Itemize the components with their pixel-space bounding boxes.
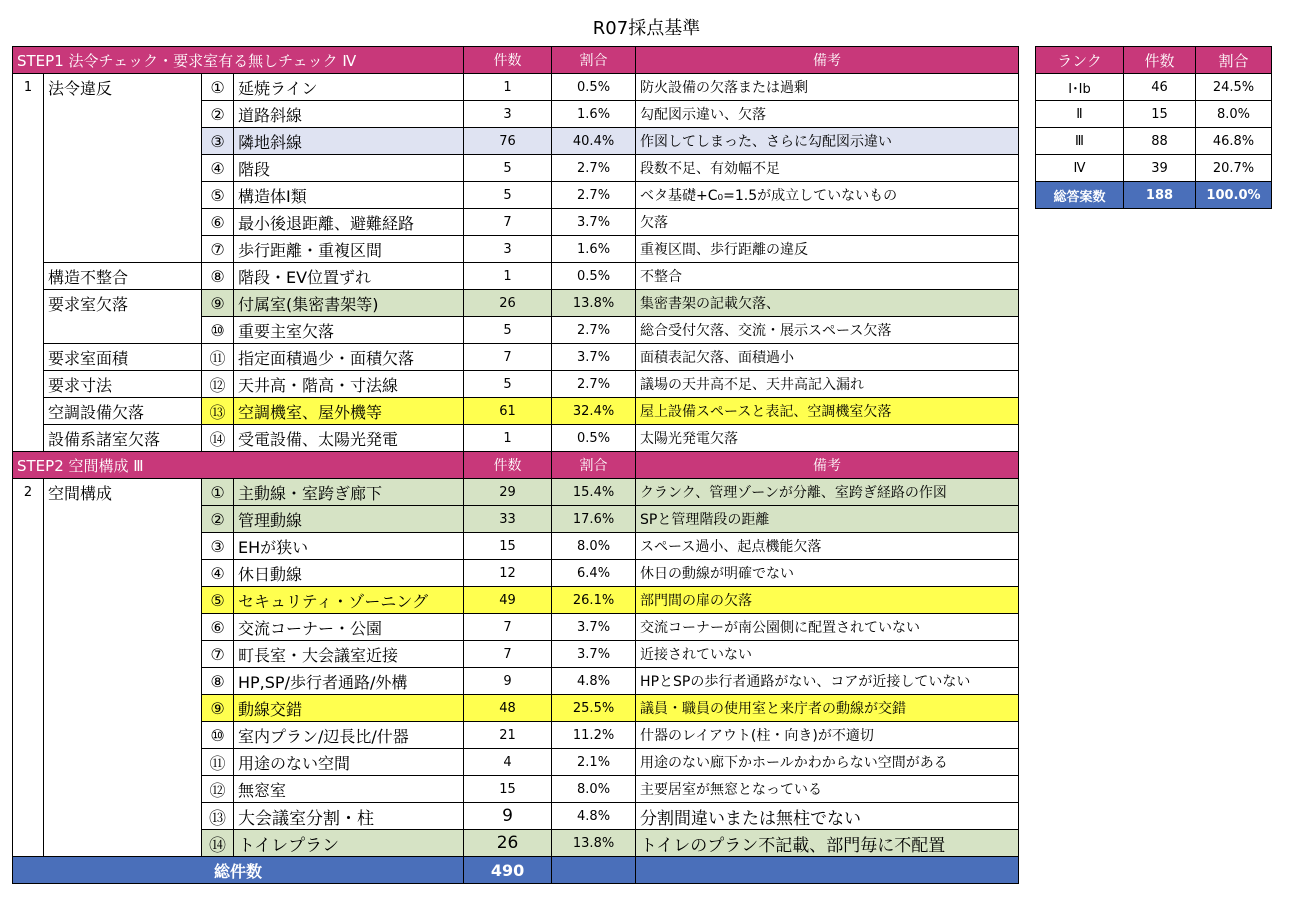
item-ratio: 0.5% xyxy=(552,263,636,290)
item-label: 構造体Ⅰ類 xyxy=(234,182,464,209)
item-number: ⑨ xyxy=(202,695,234,722)
row-number xyxy=(13,587,44,614)
item-number: ② xyxy=(202,506,234,533)
item-count: 48 xyxy=(464,695,552,722)
item-label: 交流コーナー・公園 xyxy=(234,614,464,641)
item-ratio: 26.1% xyxy=(552,587,636,614)
item-number: ⑪ xyxy=(202,344,234,371)
item-ratio: 8.0% xyxy=(552,533,636,560)
item-note: 交流コーナーが南公園側に配置されていない xyxy=(636,614,1019,641)
step1-title: STEP1 法令チェック・要求室有る無しチェック Ⅳ xyxy=(13,47,464,74)
row-number: 2 xyxy=(13,479,44,506)
item-note: 面積表記欠落、面積過小 xyxy=(636,344,1019,371)
item-note: 太陽光発電欠落 xyxy=(636,425,1019,452)
item-count: 5 xyxy=(464,182,552,209)
item-label: 階段・EV位置ずれ xyxy=(234,263,464,290)
item-label: トイレプラン xyxy=(234,830,464,857)
item-number: ⑧ xyxy=(202,263,234,290)
count-header: 件数 xyxy=(464,452,552,479)
item-label: 管理動線 xyxy=(234,506,464,533)
category-label xyxy=(44,587,202,614)
item-count: 61 xyxy=(464,398,552,425)
item-note: 議場の天井高不足、天井高記入漏れ xyxy=(636,371,1019,398)
item-label: 歩行距離・重複区間 xyxy=(234,236,464,263)
item-number: ④ xyxy=(202,155,234,182)
item-count: 1 xyxy=(464,425,552,452)
item-number: ⑨ xyxy=(202,290,234,317)
item-count: 3 xyxy=(464,101,552,128)
item-ratio: 2.7% xyxy=(552,182,636,209)
row-number xyxy=(13,533,44,560)
item-ratio: 1.6% xyxy=(552,101,636,128)
item-ratio: 4.8% xyxy=(552,668,636,695)
table-row xyxy=(13,830,1019,857)
row-number xyxy=(13,263,44,290)
scoring-table xyxy=(12,46,1019,884)
item-label: 道路斜線 xyxy=(234,101,464,128)
rank-total-count: 188 xyxy=(1124,182,1196,209)
item-label: HP,SP/歩行者通路/外構 xyxy=(234,668,464,695)
row-number xyxy=(13,317,44,344)
category-label: 空間構成 xyxy=(44,479,202,506)
item-number: ⑩ xyxy=(202,317,234,344)
category-label xyxy=(44,695,202,722)
category-label xyxy=(44,209,202,236)
item-ratio: 2.7% xyxy=(552,155,636,182)
rank-count: 46 xyxy=(1124,74,1196,101)
rank-header-cell: 件数 xyxy=(1124,47,1196,74)
category-label: 要求寸法 xyxy=(44,371,202,398)
rank-row xyxy=(1036,101,1272,128)
row-number xyxy=(13,209,44,236)
rank-row xyxy=(1036,74,1272,101)
item-count: 7 xyxy=(464,614,552,641)
item-note: HPとSPの歩行者通路がない、コアが近接していない xyxy=(636,668,1019,695)
rank-row xyxy=(1036,155,1272,182)
table-row xyxy=(13,263,1019,290)
item-number: ① xyxy=(202,479,234,506)
item-label: セキュリティ・ゾーニング xyxy=(234,587,464,614)
item-count: 5 xyxy=(464,317,552,344)
rank-count: 88 xyxy=(1124,128,1196,155)
table-row xyxy=(13,371,1019,398)
row-number xyxy=(13,371,44,398)
item-label: 用途のない空間 xyxy=(234,749,464,776)
rank-ratio: 20.7% xyxy=(1196,155,1272,182)
item-number: ⑩ xyxy=(202,722,234,749)
item-note: 勾配図示違い、欠落 xyxy=(636,101,1019,128)
item-number: ⑥ xyxy=(202,614,234,641)
category-label xyxy=(44,668,202,695)
row-number: 1 xyxy=(13,74,44,101)
category-label: 設備系諸室欠落 xyxy=(44,425,202,452)
row-number xyxy=(13,560,44,587)
item-number: ⑬ xyxy=(202,803,234,830)
item-count: 7 xyxy=(464,641,552,668)
item-note: 主要居室が無窓となっている xyxy=(636,776,1019,803)
rank-count: 15 xyxy=(1124,101,1196,128)
item-number: ⑪ xyxy=(202,749,234,776)
item-number: ③ xyxy=(202,128,234,155)
ratio-header: 割合 xyxy=(552,452,636,479)
item-label: 大会議室分割・柱 xyxy=(234,803,464,830)
category-label xyxy=(44,533,202,560)
category-label: 要求室面積 xyxy=(44,344,202,371)
rank-label: Ⅰ･Ⅰb xyxy=(1036,74,1124,101)
row-number xyxy=(13,425,44,452)
item-number: ⑦ xyxy=(202,236,234,263)
row-number xyxy=(13,344,44,371)
item-ratio: 11.2% xyxy=(552,722,636,749)
table-row xyxy=(13,425,1019,452)
item-number: ⑥ xyxy=(202,209,234,236)
row-number xyxy=(13,398,44,425)
page-title: R07採点基準 xyxy=(592,18,701,39)
total-blank2 xyxy=(636,857,1019,884)
item-ratio: 3.7% xyxy=(552,641,636,668)
item-label: 町長室・大会議室近接 xyxy=(234,641,464,668)
item-ratio: 3.7% xyxy=(552,344,636,371)
item-ratio: 6.4% xyxy=(552,560,636,587)
item-ratio: 13.8% xyxy=(552,830,636,857)
item-count: 4 xyxy=(464,749,552,776)
item-note: 不整合 xyxy=(636,263,1019,290)
category-label xyxy=(44,155,202,182)
category-label xyxy=(44,830,202,857)
row-number xyxy=(13,155,44,182)
item-count: 7 xyxy=(464,344,552,371)
row-number xyxy=(13,722,44,749)
item-label: 隣地斜線 xyxy=(234,128,464,155)
row-number xyxy=(13,182,44,209)
item-count: 3 xyxy=(464,236,552,263)
item-ratio: 4.8% xyxy=(552,803,636,830)
item-count: 1 xyxy=(464,263,552,290)
rank-row xyxy=(1036,128,1272,155)
item-note: 近接されていない xyxy=(636,641,1019,668)
table-row xyxy=(13,668,1019,695)
rank-label: Ⅲ xyxy=(1036,128,1124,155)
item-note: 防火設備の欠落または過剰 xyxy=(636,74,1019,101)
item-count: 33 xyxy=(464,506,552,533)
table-row xyxy=(13,506,1019,533)
item-label: 動線交錯 xyxy=(234,695,464,722)
step2-title: STEP2 空間構成 Ⅲ xyxy=(13,452,464,479)
category-label xyxy=(44,776,202,803)
item-note: 作図してしまった、さらに勾配図示違い xyxy=(636,128,1019,155)
row-number xyxy=(13,506,44,533)
total-count: 490 xyxy=(464,857,552,884)
note-header: 備考 xyxy=(636,452,1019,479)
table-row xyxy=(13,695,1019,722)
item-count: 9 xyxy=(464,803,552,830)
item-label: 重要主室欠落 xyxy=(234,317,464,344)
rank-total-row xyxy=(1036,182,1272,209)
table-row xyxy=(13,209,1019,236)
item-note: 欠落 xyxy=(636,209,1019,236)
item-ratio: 0.5% xyxy=(552,74,636,101)
item-note: 休日の動線が明確でない xyxy=(636,560,1019,587)
table-row xyxy=(13,344,1019,371)
item-label: 休日動線 xyxy=(234,560,464,587)
rank-label: Ⅱ xyxy=(1036,101,1124,128)
item-note: スペース過小、起点機能欠落 xyxy=(636,533,1019,560)
item-ratio: 1.6% xyxy=(552,236,636,263)
item-count: 12 xyxy=(464,560,552,587)
category-label xyxy=(44,560,202,587)
item-note: 議員・職員の使用室と来庁者の動線が交錯 xyxy=(636,695,1019,722)
table-row xyxy=(13,101,1019,128)
total-blank1 xyxy=(552,857,636,884)
item-count: 29 xyxy=(464,479,552,506)
item-label: EHが狭い xyxy=(234,533,464,560)
item-count: 15 xyxy=(464,533,552,560)
row-number xyxy=(13,803,44,830)
count-header: 件数 xyxy=(464,47,552,74)
item-number: ⑧ xyxy=(202,668,234,695)
item-note: 什器のレイアウト(柱・向き)が不適切 xyxy=(636,722,1019,749)
item-number: ⑬ xyxy=(202,398,234,425)
row-number xyxy=(13,128,44,155)
table-row xyxy=(13,722,1019,749)
category-label: 法令違反 xyxy=(44,74,202,101)
rank-table xyxy=(1035,46,1272,209)
item-label: 受電設備、太陽光発電 xyxy=(234,425,464,452)
row-number xyxy=(13,668,44,695)
item-number: ③ xyxy=(202,533,234,560)
item-note: SPと管理階段の距離 xyxy=(636,506,1019,533)
category-label xyxy=(44,506,202,533)
row-number xyxy=(13,776,44,803)
category-label xyxy=(44,317,202,344)
item-number: ④ xyxy=(202,560,234,587)
item-ratio: 40.4% xyxy=(552,128,636,155)
item-count: 9 xyxy=(464,668,552,695)
category-label: 構造不整合 xyxy=(44,263,202,290)
item-ratio: 3.7% xyxy=(552,614,636,641)
table-row xyxy=(13,74,1019,101)
item-count: 49 xyxy=(464,587,552,614)
item-number: ② xyxy=(202,101,234,128)
row-number xyxy=(13,641,44,668)
rank-label: Ⅳ xyxy=(1036,155,1124,182)
category-label xyxy=(44,614,202,641)
item-count: 76 xyxy=(464,128,552,155)
rank-total-ratio: 100.0% xyxy=(1196,182,1272,209)
item-count: 15 xyxy=(464,776,552,803)
item-number: ⑭ xyxy=(202,830,234,857)
item-number: ⑤ xyxy=(202,587,234,614)
item-count: 5 xyxy=(464,155,552,182)
total-label: 総件数 xyxy=(13,857,464,884)
item-ratio: 2.7% xyxy=(552,371,636,398)
item-number: ⑫ xyxy=(202,776,234,803)
item-note: 屋上設備スペースと表記、空調機室欠落 xyxy=(636,398,1019,425)
item-label: 無窓室 xyxy=(234,776,464,803)
category-label xyxy=(44,128,202,155)
item-label: 天井高・階高・寸法線 xyxy=(234,371,464,398)
item-number: ⑤ xyxy=(202,182,234,209)
rank-count: 39 xyxy=(1124,155,1196,182)
table-row xyxy=(13,236,1019,263)
row-number xyxy=(13,830,44,857)
category-label xyxy=(44,101,202,128)
item-label: 指定面積過少・面積欠落 xyxy=(234,344,464,371)
rank-ratio: 8.0% xyxy=(1196,101,1272,128)
rank-header-row xyxy=(1036,47,1272,74)
row-number xyxy=(13,614,44,641)
item-ratio: 15.4% xyxy=(552,479,636,506)
row-number xyxy=(13,101,44,128)
rank-ratio: 24.5% xyxy=(1196,74,1272,101)
table-row xyxy=(13,614,1019,641)
item-note: 分割間違いまたは無柱でない xyxy=(636,803,1019,830)
item-ratio: 13.8% xyxy=(552,290,636,317)
category-label xyxy=(44,182,202,209)
row-number xyxy=(13,749,44,776)
item-number: ⑭ xyxy=(202,425,234,452)
item-ratio: 8.0% xyxy=(552,776,636,803)
table-row xyxy=(13,803,1019,830)
table-row xyxy=(13,182,1019,209)
item-note: 用途のない廊下かホールかわからない空間がある xyxy=(636,749,1019,776)
table-row xyxy=(13,128,1019,155)
table-row xyxy=(13,479,1019,506)
item-count: 26 xyxy=(464,290,552,317)
category-label xyxy=(44,803,202,830)
item-ratio: 17.6% xyxy=(552,506,636,533)
category-label: 要求室欠落 xyxy=(44,290,202,317)
item-ratio: 0.5% xyxy=(552,425,636,452)
row-number xyxy=(13,695,44,722)
item-number: ⑫ xyxy=(202,371,234,398)
table-row xyxy=(13,290,1019,317)
item-ratio: 3.7% xyxy=(552,209,636,236)
item-number: ⑦ xyxy=(202,641,234,668)
category-label xyxy=(44,722,202,749)
item-note: クランク、管理ゾーンが分離、室跨ぎ経路の作図 xyxy=(636,479,1019,506)
rank-total-label: 総答案数 xyxy=(1036,182,1124,209)
table-row xyxy=(13,317,1019,344)
rank-header-cell: ランク xyxy=(1036,47,1124,74)
item-label: 空調機室、屋外機等 xyxy=(234,398,464,425)
note-header: 備考 xyxy=(636,47,1019,74)
category-label: 空調設備欠落 xyxy=(44,398,202,425)
category-label xyxy=(44,641,202,668)
item-number: ① xyxy=(202,74,234,101)
step1-header-row xyxy=(13,47,1019,74)
item-count: 21 xyxy=(464,722,552,749)
total-row xyxy=(13,857,1019,884)
item-note: 重複区間、歩行距離の違反 xyxy=(636,236,1019,263)
category-label xyxy=(44,236,202,263)
item-note: 段数不足、有効幅不足 xyxy=(636,155,1019,182)
table-row xyxy=(13,776,1019,803)
step2-header-row xyxy=(13,452,1019,479)
item-ratio: 32.4% xyxy=(552,398,636,425)
category-label xyxy=(44,749,202,776)
rank-header-cell: 割合 xyxy=(1196,47,1272,74)
table-row xyxy=(13,641,1019,668)
item-note: トイレのプラン不記載、部門毎に不配置 xyxy=(636,830,1019,857)
item-note: 部門間の扉の欠落 xyxy=(636,587,1019,614)
item-note: 集密書架の記載欠落、 xyxy=(636,290,1019,317)
item-label: 主動線・室跨ぎ廊下 xyxy=(234,479,464,506)
row-number xyxy=(13,236,44,263)
item-ratio: 2.1% xyxy=(552,749,636,776)
item-count: 1 xyxy=(464,74,552,101)
table-row xyxy=(13,749,1019,776)
item-label: 最小後退距離、避難経路 xyxy=(234,209,464,236)
ratio-header: 割合 xyxy=(552,47,636,74)
table-row xyxy=(13,155,1019,182)
item-label: 付属室(集密書架等) xyxy=(234,290,464,317)
table-row xyxy=(13,587,1019,614)
item-count: 7 xyxy=(464,209,552,236)
item-label: 階段 xyxy=(234,155,464,182)
table-row xyxy=(13,398,1019,425)
item-note: 総合受付欠落、交流・展示スペース欠落 xyxy=(636,317,1019,344)
item-count: 26 xyxy=(464,830,552,857)
table-row xyxy=(13,533,1019,560)
item-ratio: 2.7% xyxy=(552,317,636,344)
item-label: 室内プラン/辺長比/什器 xyxy=(234,722,464,749)
rank-ratio: 46.8% xyxy=(1196,128,1272,155)
item-note: ベタ基礎+C₀=1.5が成立していないもの xyxy=(636,182,1019,209)
item-label: 延焼ライン xyxy=(234,74,464,101)
item-ratio: 25.5% xyxy=(552,695,636,722)
item-count: 5 xyxy=(464,371,552,398)
row-number xyxy=(13,290,44,317)
table-row xyxy=(13,560,1019,587)
